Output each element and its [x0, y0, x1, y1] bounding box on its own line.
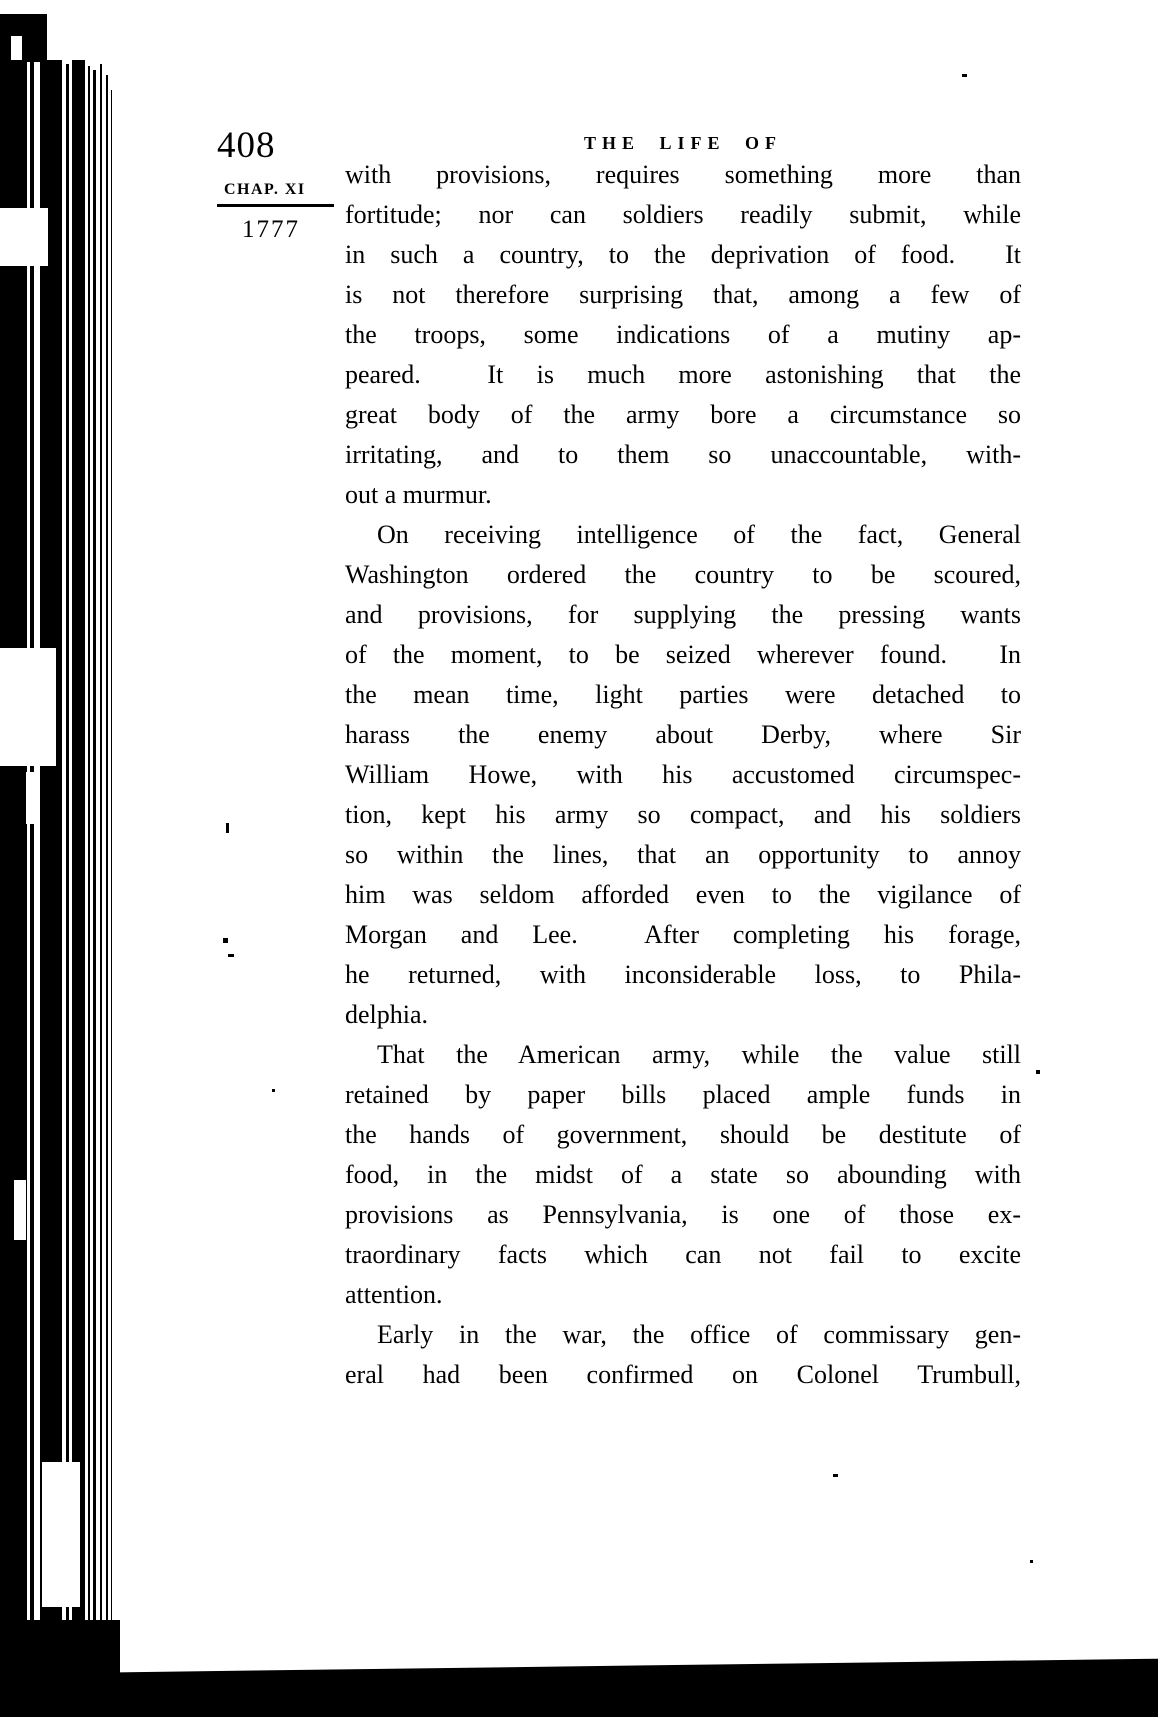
text-line: William Howe, with his accustomed circumspec- — [345, 760, 1021, 789]
text-line: fortitude; nor can soldiers readily submit, while — [345, 200, 1021, 229]
text-line: Washington ordered the country to be scoured, — [345, 560, 1021, 589]
text-line: Morgan and Lee. After completing his forage, — [345, 920, 1021, 949]
scan-artifact — [228, 954, 234, 957]
text-line: That the American army, while the value still — [377, 1040, 1021, 1069]
chapter-rule — [217, 204, 334, 207]
text-line: tion, kept his army so compact, and his soldiers — [345, 800, 1021, 829]
text-line: peared. It is much more astonishing that the — [345, 360, 1021, 389]
text-line: he returned, with inconsiderable loss, to Phila- — [345, 960, 1021, 989]
text-line: the troops, some indications of a mutiny ap- — [345, 320, 1021, 349]
text-line: and provisions, for supplying the pressing wants — [345, 600, 1021, 629]
scan-artifact — [100, 64, 102, 1717]
scan-artifact — [30, 62, 34, 1717]
text-line: Early in the war, the office of commissary gen- — [377, 1320, 1021, 1349]
body-text — [345, 155, 1021, 1395]
text-line: great body of the army bore a circumstance so — [345, 400, 1021, 429]
scan-artifact — [88, 66, 90, 1717]
text-line: him was seldom afforded even to the vigilance of — [345, 880, 1021, 909]
scan-artifact — [111, 90, 112, 1717]
chapter-label: CHAP. XI — [224, 181, 306, 198]
scan-artifact — [0, 14, 47, 62]
scan-artifact — [42, 1462, 80, 1607]
text-line: traordinary facts which can not fail to excite — [345, 1240, 1021, 1269]
text-line: retained by paper bills placed ample funds in — [345, 1080, 1021, 1109]
text-line: eral had been confirmed on Colonel Trumbull, — [345, 1360, 1021, 1389]
year-label: 1777 — [242, 216, 300, 243]
scan-artifact — [26, 772, 40, 824]
text-line: the mean time, light parties were detached to — [345, 680, 1021, 709]
scan-artifact — [0, 60, 27, 1717]
text-line: with provisions, requires something more than — [345, 160, 1021, 189]
page-number: 408 — [217, 125, 276, 166]
text-line: On receiving intelligence of the fact, General — [377, 520, 1021, 549]
scan-artifact — [11, 36, 22, 62]
scan-artifact — [93, 70, 96, 1717]
scan-artifact — [0, 1653, 1158, 1717]
scan-artifact — [14, 1180, 26, 1240]
text-line: provisions as Pennsylvania, is one of those ex- — [345, 1200, 1021, 1229]
text-line: of the moment, to be seized wherever found. In — [345, 640, 1021, 669]
scan-artifact — [226, 823, 229, 833]
scan-artifact — [272, 1089, 275, 1092]
scan-artifact — [833, 1474, 838, 1477]
text-line: in such a country, to the deprivation of food. It — [345, 240, 1021, 269]
scan-artifact — [0, 208, 48, 266]
text-line: delphia. — [345, 1000, 429, 1029]
scan-artifact — [962, 74, 967, 77]
text-line: the hands of government, should be destitute of — [345, 1120, 1021, 1149]
scan-artifact — [1030, 1560, 1033, 1563]
scan-artifact — [106, 75, 108, 1717]
text-line: attention. — [345, 1280, 443, 1309]
text-line: harass the enemy about Derby, where Sir — [345, 720, 1021, 749]
running-title: THE LIFE OF — [583, 133, 783, 153]
text-line: food, in the midst of a state so abounding with — [345, 1160, 1021, 1189]
scan-artifact — [223, 938, 228, 943]
text-line: is not therefore surprising that, among a few of — [345, 280, 1021, 309]
scan-artifact — [1036, 1070, 1040, 1074]
scan-artifact — [0, 648, 56, 766]
text-line: so within the lines, that an opportunity to annoy — [345, 840, 1021, 869]
text-line: out a murmur. — [345, 480, 492, 509]
text-line: irritating, and to them so unaccountable, with- — [345, 440, 1021, 469]
